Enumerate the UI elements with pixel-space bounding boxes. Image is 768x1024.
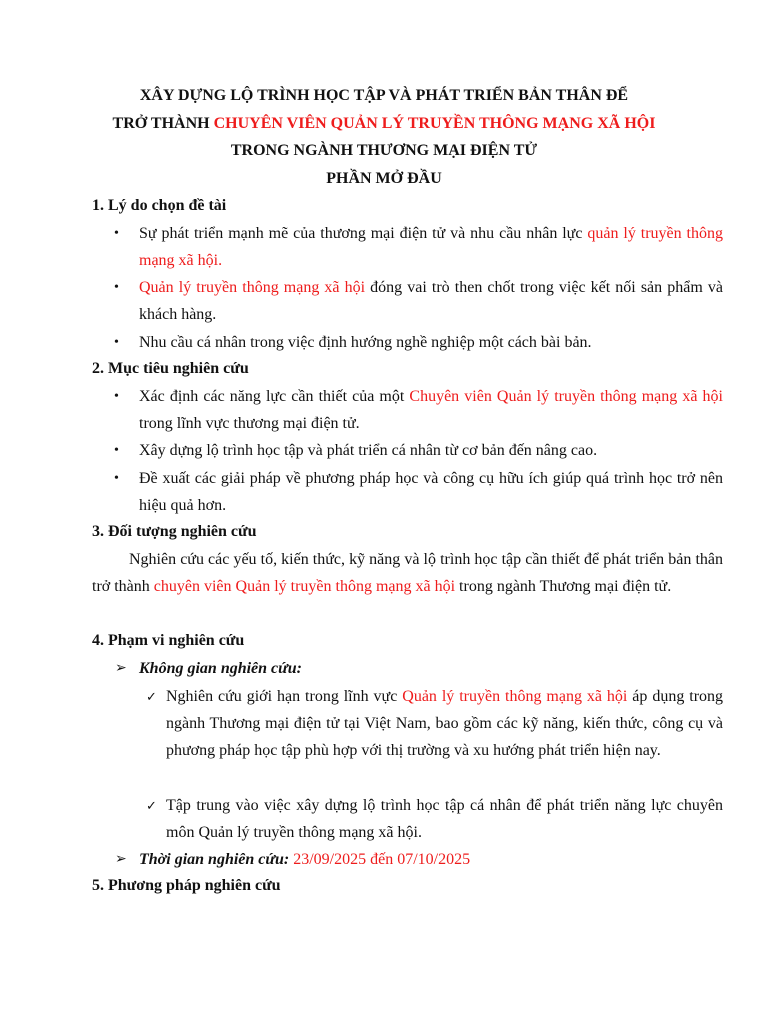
bullet-text-tail: trong lĩnh vực thương mại điện tử. — [139, 415, 360, 433]
check-icon: ✓ — [146, 798, 157, 813]
title-line-2-highlight: CHUYÊN VIÊN QUẢN LÝ TRUYỀN THÔNG MẠNG XÃ HỘI — [213, 115, 656, 132]
arrow-bullet-icon: ➢ — [115, 852, 127, 867]
section-4-heading: 4. Phạm vi nghiên cứu — [92, 632, 245, 649]
paragraph-text-tail: trong ngành Thương mại điện tử. — [455, 578, 672, 596]
bullet-text: Xây dựng lộ trình học tập và phát triển cá nhân từ cơ bản đến nâng cao. — [139, 442, 598, 459]
time-scope-line — [139, 846, 470, 873]
section-2-bullet-1 — [139, 383, 723, 437]
paragraph-highlight: chuyên viên Quản lý truyền thông mạng xã hội — [153, 578, 456, 596]
bullet-icon: • — [114, 335, 119, 350]
space-scope-item-2 — [166, 792, 723, 846]
section-3-heading: 3. Đối tượng nghiên cứu — [92, 523, 257, 540]
bullet-text: Nhu cầu cá nhân trong việc định hướng nghề nghiệp một cách bài bản. — [139, 334, 592, 351]
bullet-text: đóng vai trò then chốt trong việc kết nối sản phẩm và khách hàng. — [139, 279, 723, 324]
section-1-bullet-1 — [139, 220, 723, 274]
bullet-icon: • — [114, 226, 119, 241]
item-highlight: Quản lý truyền thông mạng xã hội — [402, 688, 628, 705]
bullet-icon: • — [114, 280, 119, 295]
section-2-heading: 2. Mục tiêu nghiên cứu — [92, 360, 249, 377]
section-1-heading: 1. Lý do chọn đề tài — [92, 197, 227, 214]
check-icon: ✓ — [146, 689, 157, 704]
bullet-highlight: quản lý truyền thông mạng xã hội. — [139, 225, 723, 270]
section-5-heading: 5. Phương pháp nghiên cứu — [92, 877, 281, 894]
section-title-intro: PHẦN MỞ ĐẦU — [326, 170, 442, 187]
paragraph-text: Nghiên cứu các yếu tố, kiến thức, kỹ năng và lộ trình học tập cần thiết để phát triển bản thân trở thành — [92, 551, 723, 596]
item-text: Nghiên cứu giới hạn trong lĩnh vực — [166, 688, 403, 705]
section-3-paragraph — [92, 546, 723, 600]
item-text-tail: áp dụng trong ngành Thương mại điện tử tại Việt Nam, bao gồm các kỹ năng, kiến thức, công cụ và phương pháp học tập phù hợp với thị trường và xu hướng phát triển hiện nay. — [166, 688, 724, 760]
section-1-bullet-2 — [139, 274, 723, 328]
title-line-1: XÂY DỰNG LỘ TRÌNH HỌC TẬP VÀ PHÁT TRIỂN BẢN THÂN ĐỂ — [139, 87, 629, 104]
bullet-icon: • — [114, 389, 119, 404]
bullet-text: Xác định các năng lực cần thiết của một — [139, 388, 410, 405]
time-scope-value: 23/09/2025 đến 07/10/2025 — [289, 851, 471, 868]
item-text: Tập trung vào việc xây dựng lộ trình học tập cá nhân để phát triển năng lực chuyên môn Quản lý truyền thông mạng xã hội. — [166, 797, 723, 842]
space-scope-item-1 — [166, 683, 723, 765]
bullet-icon: • — [114, 471, 119, 486]
time-scope-label: Thời gian nghiên cứu: — [139, 851, 290, 868]
bullet-icon: • — [114, 443, 119, 458]
space-scope-label-text: Không gian nghiên cứu: — [139, 660, 302, 677]
title-line-3: TRONG NGÀNH THƯƠNG MẠI ĐIỆN TỬ — [230, 142, 538, 159]
section-1-bullet-3 — [139, 329, 723, 356]
title-line-2-prefix: TRỞ THÀNH — [112, 115, 214, 132]
section-2-bullet-3 — [139, 465, 723, 519]
bullet-highlight: Chuyên viên Quản lý truyền thông mạng xã hội — [409, 388, 723, 405]
bullet-text: Đề xuất các giải pháp về phương pháp học và công cụ hữu ích giúp quá trình học trở nên hiệu quả hơn. — [139, 470, 723, 515]
space-scope-label — [139, 655, 302, 682]
section-2-bullet-2 — [139, 437, 723, 464]
title-line-2 — [0, 114, 768, 134]
bullet-text: Sự phát triển mạnh mẽ của thương mại điện tử và nhu cầu nhân lực — [139, 225, 588, 242]
bullet-highlight: Quản lý truyền thông mạng xã hội — [139, 279, 366, 296]
arrow-bullet-icon: ➢ — [115, 661, 127, 676]
